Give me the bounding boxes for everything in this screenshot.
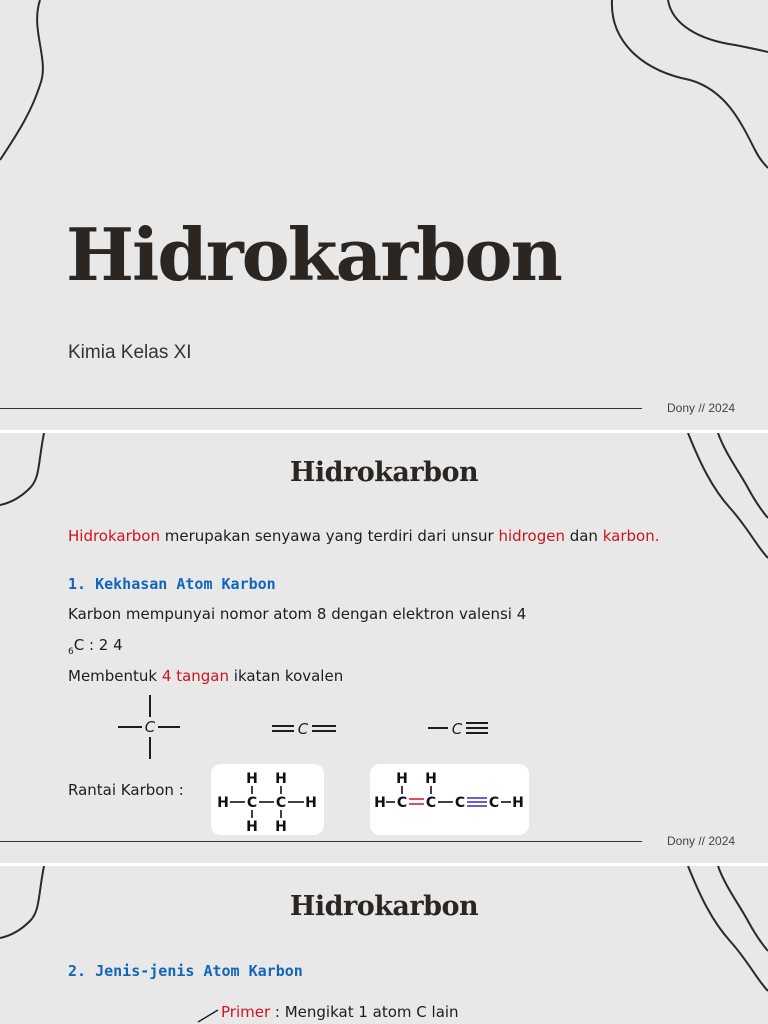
ethane-structure-card xyxy=(211,764,324,835)
atom-label: H xyxy=(246,819,258,835)
divider-line xyxy=(0,841,642,842)
decorative-lines xyxy=(0,866,768,1024)
four-bonds-highlight: 4 tangan xyxy=(161,667,230,685)
carbon-symbol: C xyxy=(144,718,156,736)
title-slide xyxy=(0,0,768,430)
primer-definition xyxy=(221,1003,459,1021)
atom-label: H xyxy=(275,771,287,787)
atom-label: H xyxy=(512,795,524,811)
double-bond-carbon-diagram xyxy=(268,715,342,743)
atom-label: C xyxy=(425,795,437,811)
content-slide-2 xyxy=(0,866,768,1024)
definition-part2: dan xyxy=(564,527,603,545)
atom-label: C xyxy=(246,795,258,811)
atom-label: H xyxy=(246,771,258,787)
ethane-structure xyxy=(211,764,324,835)
atom-label: H xyxy=(374,795,386,811)
primer-label: Primer xyxy=(221,1003,271,1021)
atom-label: C xyxy=(275,795,287,811)
term-hidrogen: hidrogen xyxy=(498,527,565,545)
electron-config-text: C : 2 4 xyxy=(73,636,123,654)
carbon-chain-label: Rantai Karbon : xyxy=(68,781,184,799)
section-heading: 2. Jenis-jenis Atom Karbon xyxy=(68,962,303,980)
carbon-symbol: C xyxy=(451,720,463,738)
term-karbon: karbon. xyxy=(602,527,660,545)
slide-title: Hidrokarbon xyxy=(66,212,561,297)
slide-title: Hidrokarbon xyxy=(289,457,479,488)
definition-text xyxy=(68,527,659,545)
unsaturated-chain-card xyxy=(370,764,529,835)
branch-line xyxy=(196,1004,222,1024)
content-slide-1 xyxy=(0,433,768,863)
atomic-number-text: Karbon mempunyai nomor atom 8 dengan elektron valensi 4 xyxy=(68,605,527,623)
section-heading: 1. Kekhasan Atom Karbon xyxy=(68,575,276,593)
unsaturated-chain-structure xyxy=(370,764,529,835)
triple-bond-carbon-diagram xyxy=(424,715,494,743)
atom-label: H xyxy=(305,795,317,811)
atom-label: C xyxy=(396,795,408,811)
triple-bond xyxy=(467,798,487,806)
primer-desc: : Mengikat 1 atom C lain xyxy=(270,1003,459,1021)
covalent-bond-text: Membentuk 4 tangan ikatan kovalen xyxy=(68,667,344,685)
atom-label: H xyxy=(425,771,437,787)
atom-label: H xyxy=(396,771,408,787)
atom-label: H xyxy=(275,819,287,835)
atom-label: C xyxy=(454,795,466,811)
divider-line xyxy=(0,408,642,409)
electron-config xyxy=(68,636,123,657)
definition-part1: merupakan senyawa yang terdiri dari unsur xyxy=(159,527,499,545)
carbon-symbol: C xyxy=(297,720,309,738)
slide-footer: Dony // 2024 xyxy=(667,401,736,415)
slide-footer: Dony // 2024 xyxy=(667,834,736,848)
atom-label: C xyxy=(488,795,500,811)
atomic-number-subscript: 6 xyxy=(68,647,74,657)
term-hidrokarbon: Hidrokarbon xyxy=(68,527,160,545)
double-bond xyxy=(409,799,424,804)
slide-subtitle: Kimia Kelas XI xyxy=(68,342,192,363)
single-bond-carbon-diagram xyxy=(112,691,188,763)
slide-title: Hidrokarbon xyxy=(289,891,479,922)
atom-label: H xyxy=(217,795,229,811)
